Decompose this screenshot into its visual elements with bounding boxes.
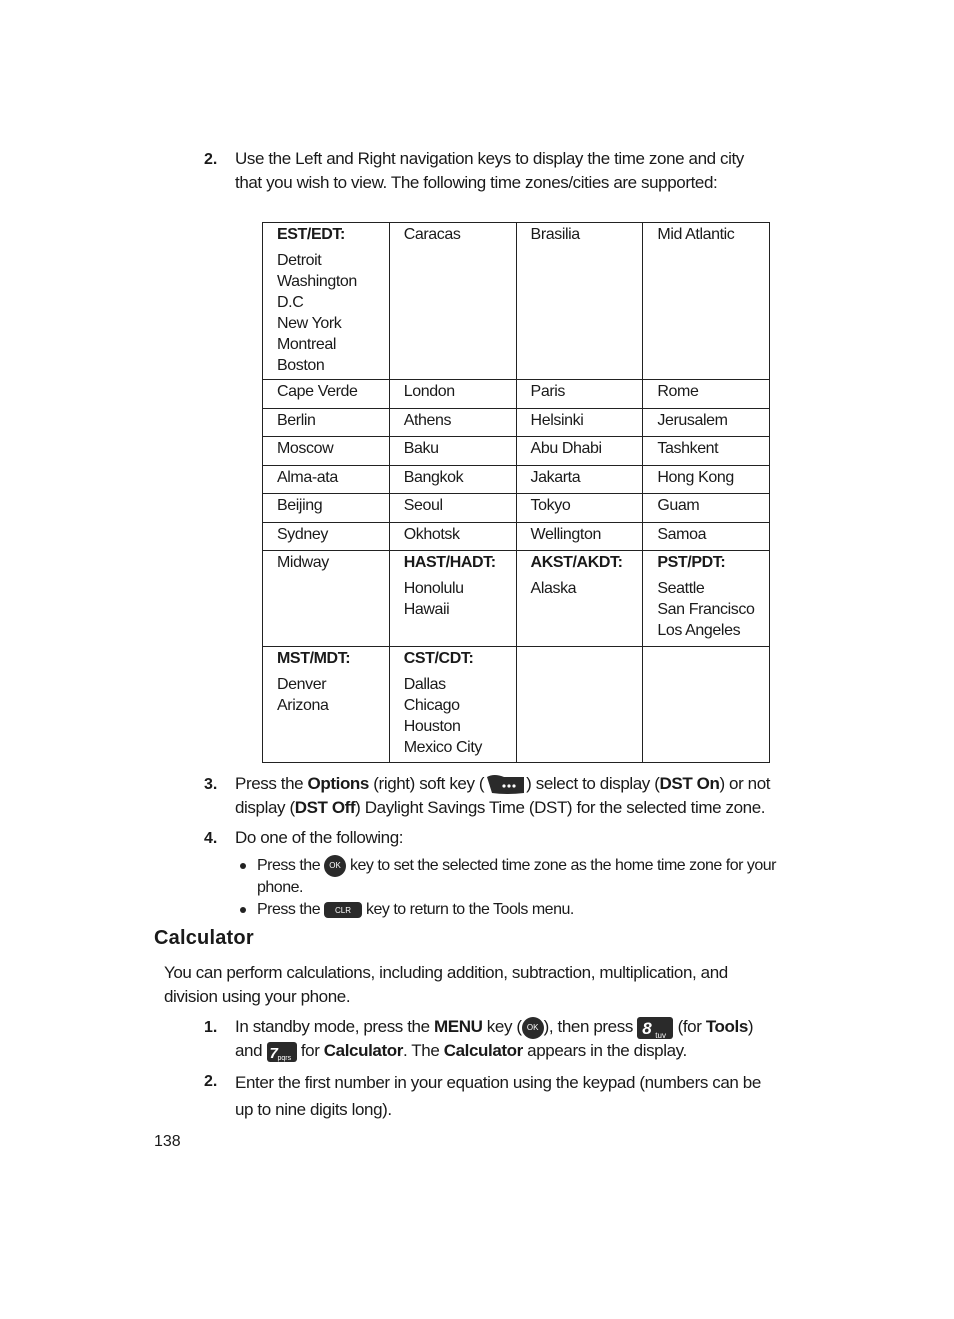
- text: In standby mode, press the: [235, 1017, 434, 1036]
- clr-key-icon: CLR: [324, 902, 362, 918]
- city: Washington D.C: [277, 273, 357, 311]
- key-digit: 8: [642, 1018, 652, 1038]
- key-letters: tuv: [655, 1030, 666, 1040]
- table-cell: Athens: [389, 408, 516, 437]
- right-soft-key-icon: [484, 771, 526, 797]
- zone-header: CST/CDT:: [403, 650, 474, 667]
- calc-step-1-text: [235, 1015, 795, 1063]
- table-cell: [263, 551, 390, 647]
- city: Los Angeles: [657, 622, 741, 639]
- calculator-label: Calculator: [323, 1041, 403, 1060]
- text: ) Daylight Savings Time (DST) for the selected time zone.: [355, 798, 766, 817]
- text: Press the: [257, 857, 325, 875]
- text: key to set the selected time zone as the home time zone for your: [346, 857, 776, 875]
- table-cell: [389, 647, 516, 763]
- text: display (: [235, 798, 295, 817]
- text: key (: [482, 1017, 522, 1036]
- bullet: [240, 863, 246, 869]
- step-number: 2.: [204, 151, 218, 168]
- key-letters: pqrs: [277, 1054, 292, 1062]
- text: for: [296, 1041, 324, 1060]
- step-number: 3.: [204, 776, 218, 793]
- text-line: [235, 796, 795, 820]
- table-cell: Alma-ata: [263, 465, 390, 494]
- calculator-intro: [164, 961, 784, 1009]
- section-heading: Calculator: [154, 927, 254, 949]
- text: ): [747, 1017, 754, 1036]
- table-row: [263, 647, 770, 763]
- city: Hawaii: [403, 601, 450, 618]
- table-cell: Guam: [643, 494, 770, 523]
- text-line: Use the Left and Right navigation keys to display the time zone and city: [235, 149, 744, 168]
- city: Denver: [277, 676, 327, 693]
- table-cell: Jakarta: [516, 465, 643, 494]
- table-cell: [516, 647, 643, 763]
- text-line: [235, 1015, 795, 1039]
- text: ) or not: [719, 774, 771, 793]
- tools-label: Tools: [705, 1017, 748, 1036]
- step-number: 4.: [204, 830, 218, 847]
- ok-key-icon: OK: [324, 855, 346, 877]
- table-cell: [389, 223, 516, 380]
- text-line: phone.: [257, 879, 303, 896]
- city: Mexico City: [403, 739, 482, 756]
- city: Midway: [277, 554, 329, 571]
- city: Montreal: [277, 336, 337, 353]
- city: Arizona: [277, 697, 329, 714]
- step-3-text: [235, 772, 795, 820]
- zone-header: MST/MDT:: [277, 650, 351, 667]
- table-row: [263, 408, 770, 437]
- table-cell: Moscow: [263, 437, 390, 466]
- table-cell: [643, 647, 770, 763]
- city: Honolulu: [403, 580, 464, 597]
- table-cell: Tokyo: [516, 494, 643, 523]
- text-line: You can perform calculations, including addition, subtraction, multiplication, and: [164, 963, 728, 982]
- table-row: [263, 437, 770, 466]
- city: Detroit: [277, 252, 322, 269]
- step-number: 1.: [204, 1019, 218, 1036]
- page-number: 138: [154, 1133, 181, 1150]
- text: and: [235, 1041, 267, 1060]
- text: (for: [673, 1017, 706, 1036]
- text: (right) soft key (: [368, 774, 485, 793]
- table-cell: Samoa: [643, 522, 770, 551]
- table-cell: [643, 551, 770, 647]
- text: ), then press: [543, 1017, 638, 1036]
- city: San Francisco: [657, 601, 755, 618]
- text-line: up to nine digits long).: [235, 1100, 392, 1119]
- table-cell: Sydney: [263, 522, 390, 551]
- table-row: [263, 223, 770, 380]
- key-8-icon: [637, 1017, 673, 1039]
- menu-label: MENU: [434, 1017, 483, 1036]
- table-cell: Rome: [643, 380, 770, 409]
- calculator-label: Calculator: [443, 1041, 523, 1060]
- text: . The: [402, 1041, 444, 1060]
- table-row: [263, 380, 770, 409]
- table-row: [263, 522, 770, 551]
- city: Brasilia: [530, 226, 580, 243]
- dst-off-label: DST Off: [294, 798, 356, 817]
- text: Press the: [235, 774, 308, 793]
- table-cell: Abu Dhabi: [516, 437, 643, 466]
- city: Mid Atlantic: [657, 226, 735, 243]
- text-line: [235, 772, 795, 796]
- city: Seattle: [657, 580, 705, 597]
- table-row: [263, 551, 770, 647]
- bullet: [240, 907, 246, 913]
- zone-header: AKST/AKDT:: [530, 554, 623, 571]
- text: Press the: [257, 901, 325, 918]
- time-zone-table: [262, 222, 770, 763]
- table-cell: Beijing: [263, 494, 390, 523]
- table-cell: [516, 551, 643, 647]
- table-cell: Baku: [389, 437, 516, 466]
- table-cell: [389, 551, 516, 647]
- table-cell: [516, 223, 643, 380]
- options-label: Options: [307, 774, 369, 793]
- step-4-text: Do one of the following:: [235, 828, 404, 847]
- table-cell: London: [389, 380, 516, 409]
- bullet-2-text: [257, 899, 574, 920]
- table-row: [263, 465, 770, 494]
- table-cell: [263, 223, 390, 380]
- city: Chicago: [403, 697, 460, 714]
- table-cell: [263, 647, 390, 763]
- calc-step-2-text: [235, 1069, 795, 1123]
- dst-on-label: DST On: [659, 774, 720, 793]
- ok-key-icon: OK: [522, 1017, 544, 1039]
- table-cell: Wellington: [516, 522, 643, 551]
- table-cell: [643, 223, 770, 380]
- key-7-icon: [267, 1042, 297, 1062]
- city: Boston: [277, 357, 325, 374]
- zone-header: PST/PDT:: [657, 554, 726, 571]
- text-line: [257, 855, 777, 877]
- zone-header: EST/EDT:: [277, 226, 345, 243]
- table-cell: Bangkok: [389, 465, 516, 494]
- key-digit: 7: [269, 1044, 278, 1062]
- text-line: that you wish to view. The following time zones/cities are supported:: [235, 173, 718, 192]
- text-line: Enter the first number in your equation using the keypad (numbers can be: [235, 1073, 761, 1092]
- table-cell: Seoul: [389, 494, 516, 523]
- table-cell: Helsinki: [516, 408, 643, 437]
- table-cell: Hong Kong: [643, 465, 770, 494]
- text: key to return to the Tools menu.: [362, 901, 574, 918]
- step-2-text: [235, 147, 795, 195]
- text: appears in the display.: [522, 1041, 687, 1060]
- table-cell: Berlin: [263, 408, 390, 437]
- table-cell: Cape Verde: [263, 380, 390, 409]
- text-line: division using your phone.: [164, 987, 351, 1006]
- table-cell: Okhotsk: [389, 522, 516, 551]
- table-cell: Paris: [516, 380, 643, 409]
- bullet-1-text: [257, 855, 777, 898]
- city: Caracas: [403, 226, 461, 243]
- city: New York: [277, 315, 342, 332]
- city: Houston: [403, 718, 461, 735]
- city: Alaska: [530, 580, 577, 597]
- text-line: [235, 1039, 795, 1063]
- step-number: 2.: [204, 1073, 218, 1090]
- city: Dallas: [403, 676, 446, 693]
- table-cell: Jerusalem: [643, 408, 770, 437]
- table-cell: Tashkent: [643, 437, 770, 466]
- text: ) select to display (: [526, 774, 660, 793]
- zone-header: HAST/HADT:: [403, 554, 496, 571]
- table-row: [263, 494, 770, 523]
